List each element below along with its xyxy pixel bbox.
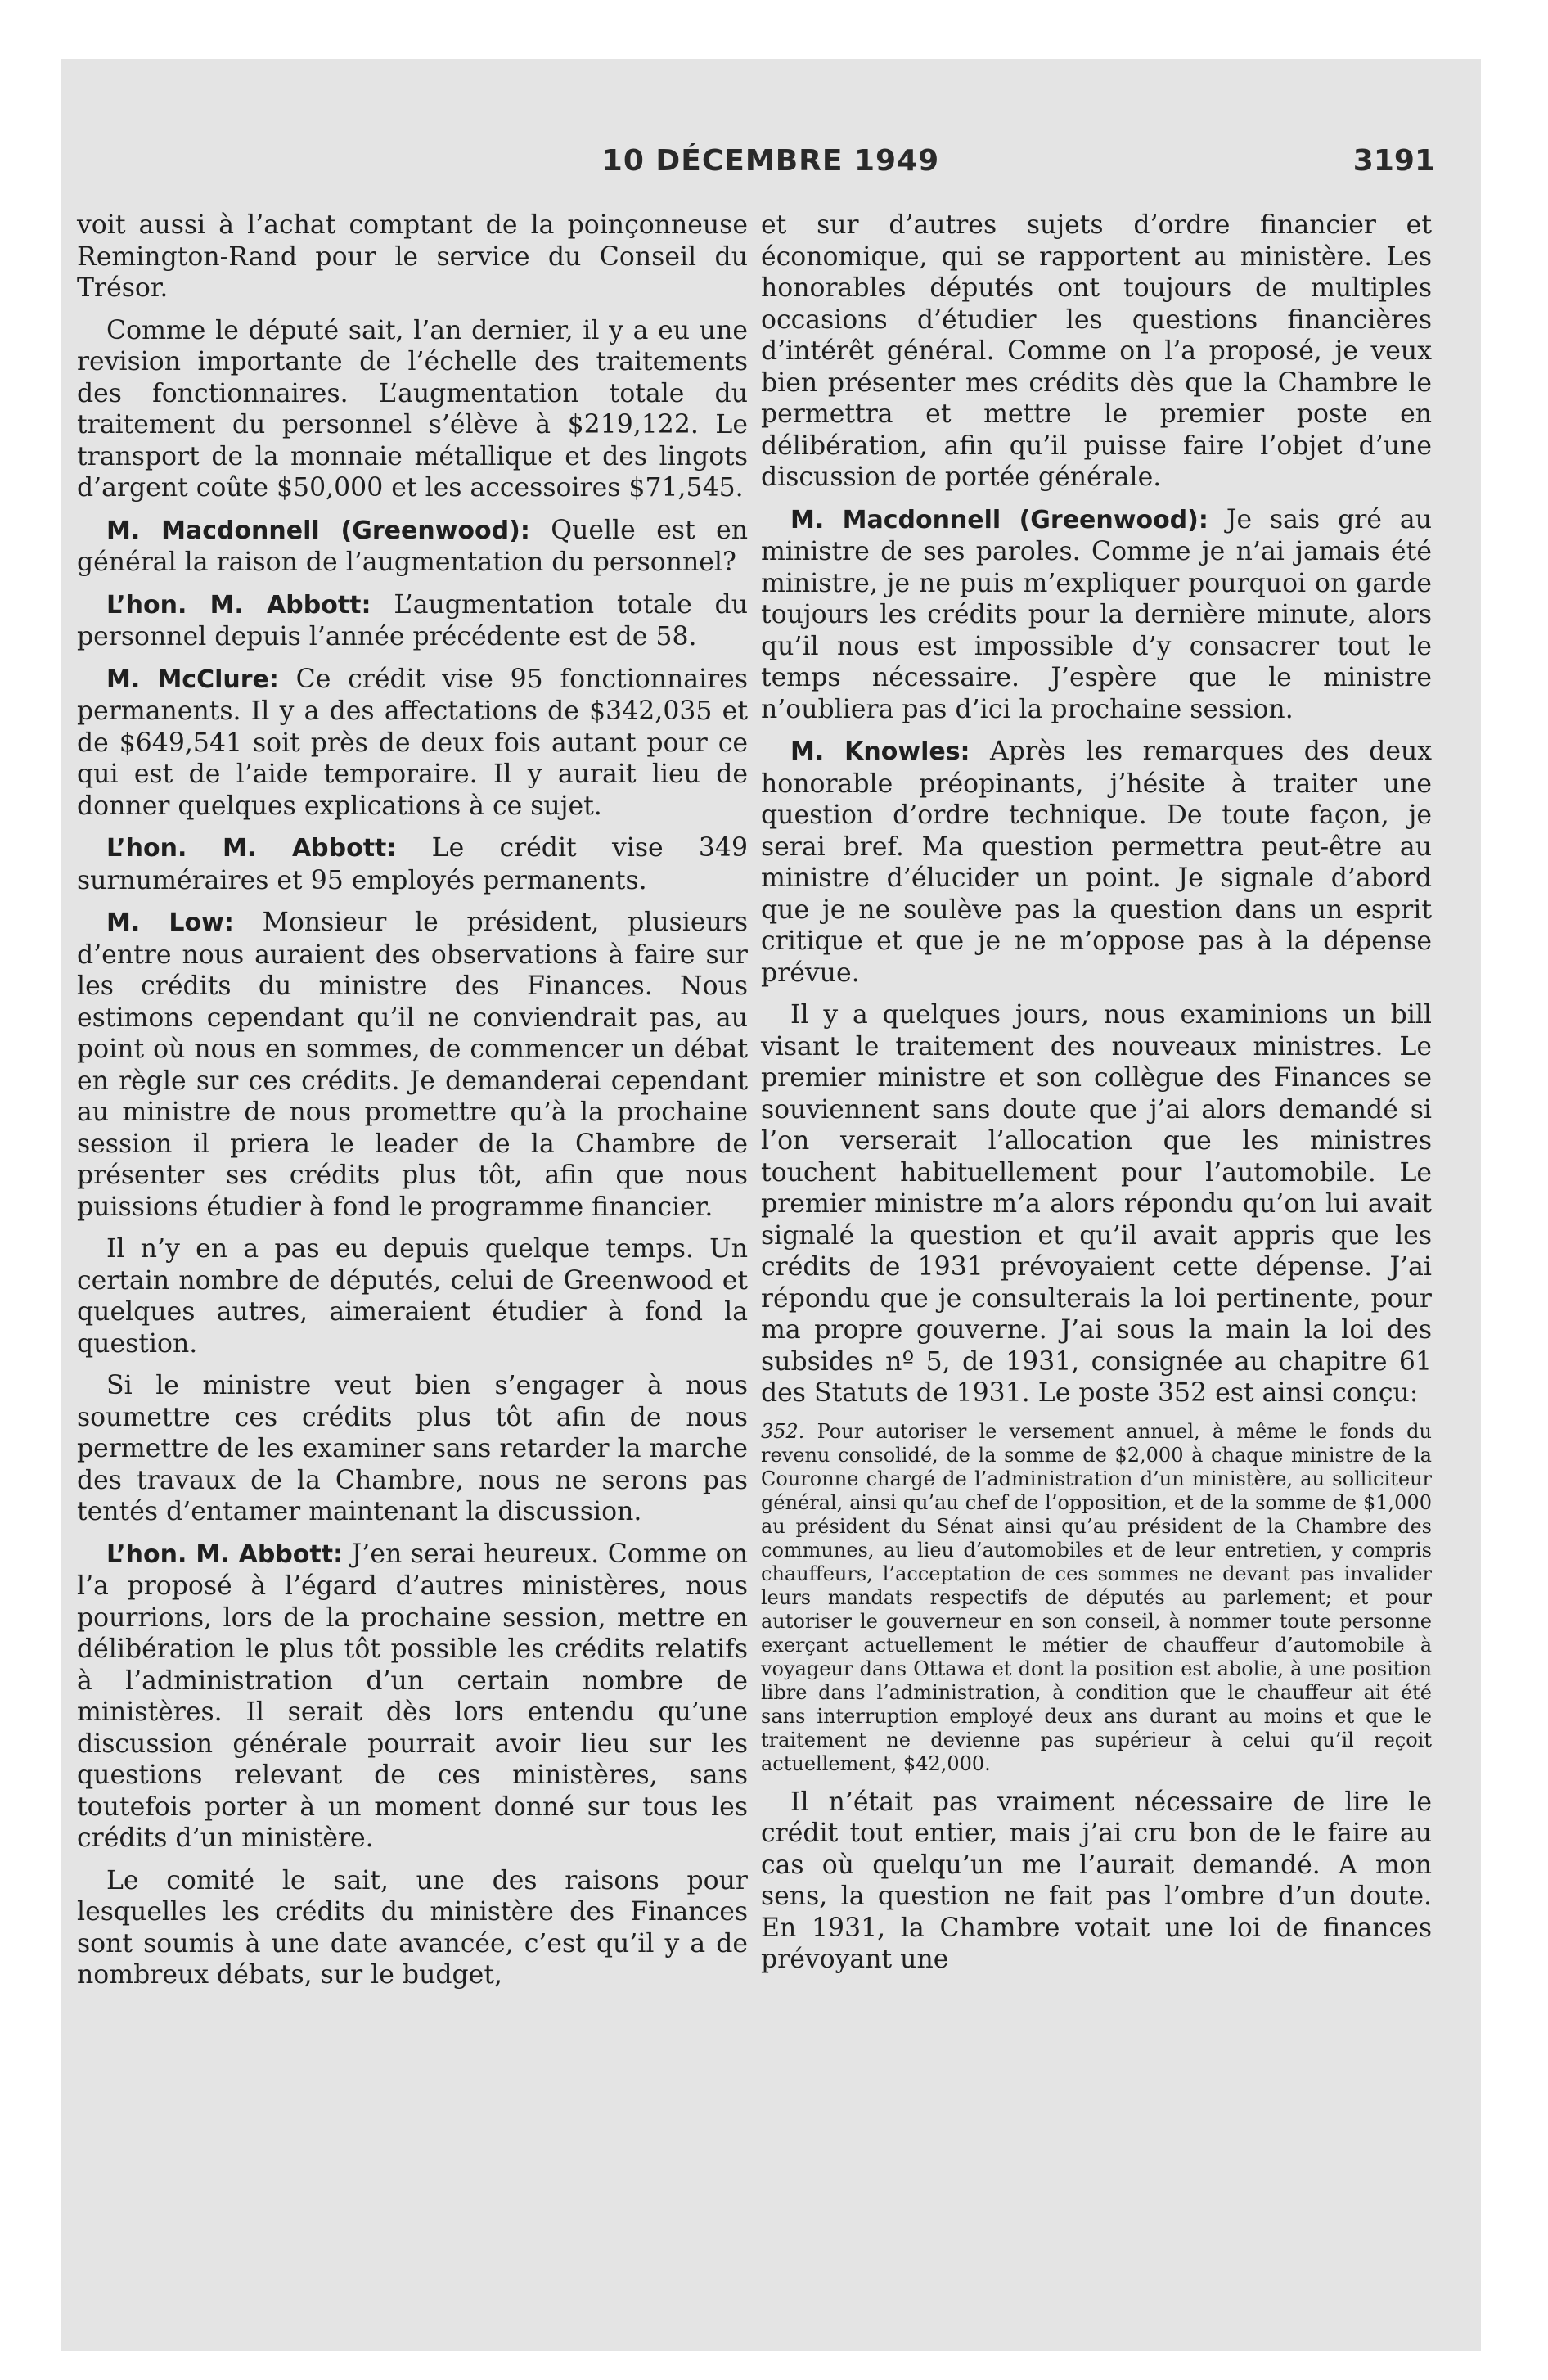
speaker-name: M. Macdonnell (Greenwood): bbox=[790, 505, 1208, 534]
paragraph bbox=[761, 210, 1432, 494]
page-header bbox=[61, 144, 1481, 193]
speaker-name: L’hon. M. Abbott: bbox=[106, 590, 371, 620]
paragraph bbox=[77, 315, 748, 504]
paragraph-text: et sur d’autres sujets d’ordre financier et économique, qui se rapportent au ministère. Les honorables députés ont toujours de multiples occasions d’étudier les questions financières d’intérêt général. Comme on l’a proposé, je veux bien présenter mes crédits dès que la Chambre le permettra et mettre le premier poste en délibération, afin qu’il puisse faire l’objet d’une discussion de portée générale. bbox=[761, 210, 1432, 492]
quoted-statute bbox=[761, 1420, 1432, 1776]
statute-item-number: 352. bbox=[761, 1419, 805, 1443]
paragraph-text: Le comité le sait, une des raisons pour lesquelles les crédits du ministère des Finances sont soumis à une date avancée, c’est qu’il y a de nombreux débats, sur le budget, bbox=[77, 1865, 748, 1990]
right-column bbox=[761, 210, 1432, 1986]
paragraph bbox=[761, 736, 1432, 989]
paragraph-text: Comme le député sait, l’an dernier, il y a eu une revision importante de l’échelle des traitements des fonctionnaires. L’augmentation totale du traitement du personnel s’élève à $219,122. Le transport de la monnaie métallique et des lingots d’argent coûte $50,000 et les accessoires $71,545. bbox=[77, 315, 748, 503]
document-page bbox=[61, 59, 1481, 2351]
speaker-name: L’hon. M. Abbott: bbox=[106, 1539, 344, 1569]
paragraph bbox=[761, 999, 1432, 1409]
speaker-name: L’hon. M. Abbott: bbox=[106, 834, 397, 863]
paragraph bbox=[77, 210, 748, 304]
paragraph-text: Ce crédit vise 95 fonctionnaires permanents. Il y a des affectations de $342,035 et de $649,541 soit près de deux fois autant pour ce qui est de l’aide temporaire. Il y aurait lieu de donner quelques explications à ce sujet. bbox=[77, 664, 748, 821]
paragraph bbox=[77, 907, 748, 1223]
speaker-name: M. Macdonnell (Greenwood): bbox=[106, 516, 530, 545]
paragraph-text: Monsieur le président, plusieurs d’entre nous auraient des observations à faire sur les crédits du ministre des Finances. Nous estimons cependant qu’il ne conviendrait pas, au point où nous en sommes, de commencer un débat en règle sur ces crédits. Je demanderai cependant au ministre de nous promettre qu’à la prochaine session il priera le leader de la Chambre de présenter ses crédits plus tôt, afin que nous puissions étudier à fond le programme financier. bbox=[77, 908, 749, 1222]
statute-text: Pour autoriser le versement annuel, à même le fonds du revenu consolidé, de la somme de $2,000 à chaque ministre de la Couronne chargé de l’administration d’un ministère, au solliciteur général, ainsi qu’au chef de l’opposition, et de la somme de $1,000 au président du Sénat ainsi qu’au président de la Chambre des communes, au lieu d’automobiles et de leur entretien, y compris chauffeurs, l’acceptation de ces sommes ne devant pas invalider leurs mandats respectifs de députés au parlement; et pour autoriser le gouverneur en son conseil, à nommer toute personne exerçant actuellement le métier de chauffeur d’automobile à voyageur dans Ottawa et dont la position est abolie, à une position libre dans l’administration, à condition que le chauffeur ait été sans interruption employé deux ans durant au moins et que le traitement ne devienne pas supérieur à celui qu’il reçoit actuellement, $42,000. bbox=[761, 1419, 1432, 1775]
paragraph bbox=[77, 515, 748, 579]
paragraph-text: Quelle est en général la raison de l’augmentation du personnel? bbox=[77, 515, 749, 577]
paragraph bbox=[761, 504, 1432, 726]
page-number: 3191 bbox=[1352, 144, 1435, 178]
paragraph-text: Si le ministre veut bien s’engager à nous soumettre ces crédits plus tôt afin de nous permettre de les examiner sans retarder la marche des travaux de la Chambre, nous ne serons pas tentés d’entamer maintenant la discussion. bbox=[77, 1371, 748, 1526]
page-date: 10 DÉCEMBRE 1949 bbox=[601, 144, 940, 178]
paragraph-text: L’augmentation totale du personnel depuis l’année précédente est de 58. bbox=[77, 589, 748, 651]
paragraph-text: Il n’était pas vraiment nécessaire de lire le crédit tout entier, mais j’ai cru bon de le faire au cas où quelqu’un me l’aurait demandé. A mon sens, la question ne fait pas l’ombre d’un doute. En 1931, la Chambre votait une loi de finances prévoyant une bbox=[761, 1787, 1432, 1974]
speaker-name: M. Low: bbox=[106, 908, 234, 937]
paragraph-text: Je sais gré au ministre de ses paroles. Comme je n’ai jamais été ministre, je ne puis m’expliquer pourquoi on garde toujours les crédits pour la dernière minute, alors qu’il nous est impossible d’y consacrer tout le temps nécessaire. J’espère que le ministre n’oubliera pas d’ici la prochaine session. bbox=[761, 504, 1432, 724]
paragraph bbox=[761, 1787, 1432, 1976]
paragraph bbox=[77, 1865, 748, 1991]
paragraph-text: J’en serai heureux. Comme on l’a proposé à l’égard d’autres ministères, nous pourrions, lors de la prochaine session, mettre en délibération le plus tôt possible les crédits relatifs à l’administration d’un certain nombre de ministères. Il serait dès lors entendu qu’une discussion générale pourrait avoir lieu sur les questions relevant de ces ministères, sans toutefois porter à un moment donné sur tous les crédits d’un ministère. bbox=[77, 1539, 748, 1853]
paragraph bbox=[77, 1370, 748, 1528]
left-column bbox=[77, 210, 748, 2002]
paragraph bbox=[77, 832, 748, 896]
speaker-name: M. Knowles: bbox=[790, 737, 970, 766]
paragraph bbox=[77, 1539, 748, 1855]
paragraph-text: Il n’y en a pas eu depuis quelque temps. Un certain nombre de députés, celui de Greenwood et quelques autres, aimeraient étudier à fond la question. bbox=[77, 1234, 748, 1359]
paragraph-text: voit aussi à l’achat comptant de la poinçonneuse Remington-Rand pour le service du Conseil du Trésor. bbox=[77, 210, 748, 303]
paragraph-text: Il y a quelques jours, nous examinions un bill visant le traitement des nouveaux ministres. Le premier ministre et son collègue des Finances se souviennent sans doute que j’ai alors demandé si l’on verserait l’allocation que les ministres touchent habituellement pour l’automobile. Le premier ministre m’a alors répondu qu’on lui avait signalé la question et qu’il avait appris que les crédits de 1931 prévoyaient cette dépense. J’ai répondu que je consulterais la loi pertinente, pour ma propre gouverne. J’ai sous la main la loi des subsides nº 5, de 1931, consignée au chapitre 61 des Statuts de 1931. Le poste 352 est ainsi conçu: bbox=[761, 1000, 1432, 1408]
paragraph bbox=[77, 664, 748, 823]
paragraph bbox=[77, 589, 748, 653]
speaker-name: M. McClure: bbox=[106, 665, 279, 694]
paragraph-text: Le crédit vise 349 surnuméraires et 95 employés permanents. bbox=[77, 833, 748, 895]
paragraph-text: Après les remarques des deux honorable préopinants, j’hésite à traiter une question d’ordre technique. De toute façon, je serai bref. Ma question permettra peut-être au ministre d’élucider un point. Je signale d’abord que je ne soulève pas la question dans un esprit critique et que je ne m’oppose pas à la dépense prévue. bbox=[761, 737, 1433, 988]
paragraph bbox=[77, 1233, 748, 1359]
